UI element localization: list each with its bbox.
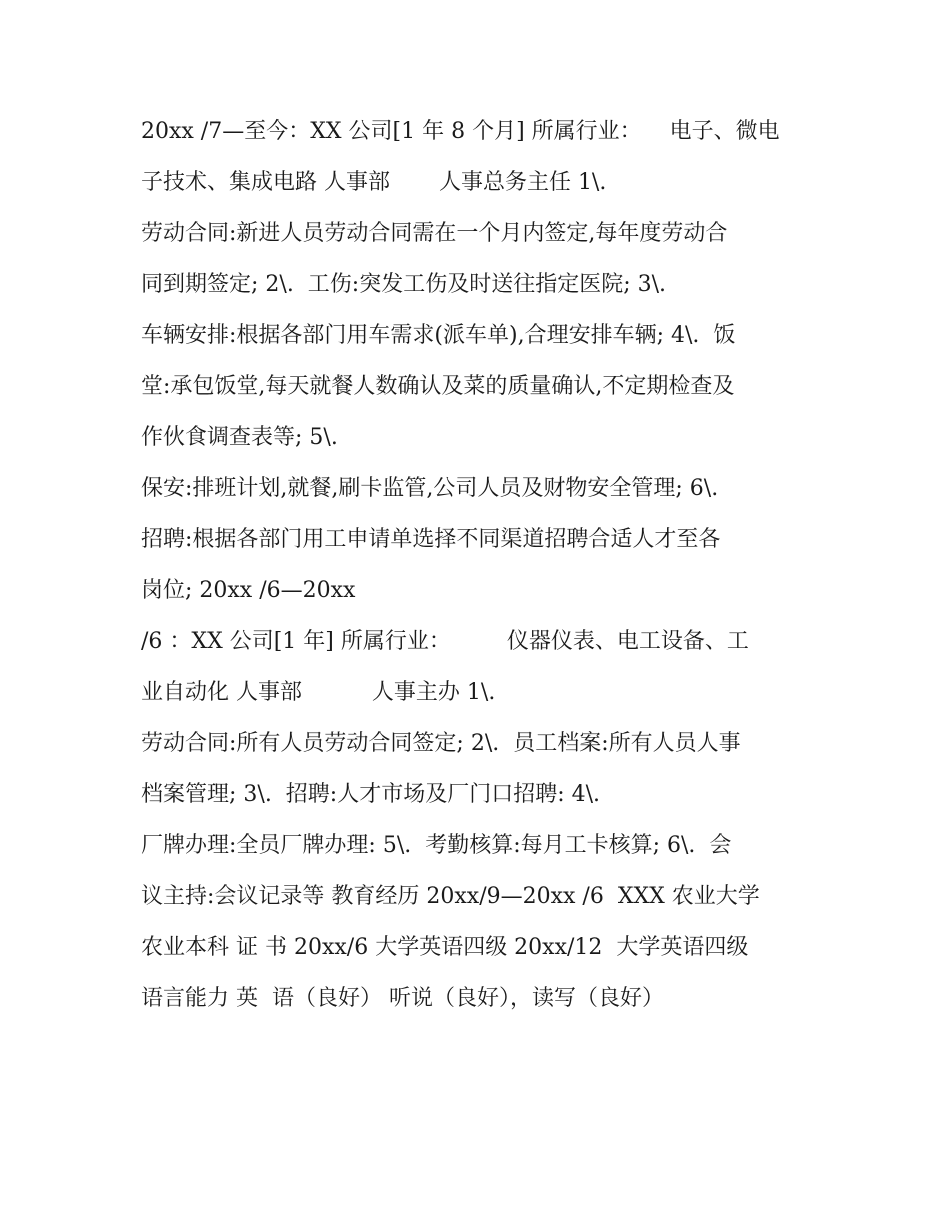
text-line-13: 劳动合同:所有人员劳动合同签定; 2\. 员工档案:所有人员人事 <box>141 731 741 756</box>
text-line-15: 厂牌办理:全员厂牌办理: 5\. 考勤核算:每月工卡核算; 6\. 会 <box>141 833 732 858</box>
text-line-1: 20xx /7—至今：XX 公司[1 年 8 个月] 所属行业： 电子、微电 <box>141 119 780 144</box>
text-line-3: 劳动合同:新进人员劳动合同需在一个月内签定,每年度劳动合 <box>141 221 728 246</box>
text-line-11: /6 ：XX 公司[1 年] 所属行业： 仪器仪表、电工设备、工 <box>141 629 749 654</box>
text-line-14: 档案管理; 3\. 招聘:人才市场及厂门口招聘: 4\. <box>141 782 601 807</box>
text-line-10: 岗位; 20xx /6—20xx <box>141 578 356 603</box>
text-line-16: 议主持:会议记录等 教育经历 20xx/9—20xx /6 XXX 农业大学 <box>141 884 760 909</box>
text-line-7: 作伙食调查表等; 5\. <box>141 425 338 450</box>
text-line-18: 语言能力 英 语（良好） 听说（良好），读写（良好） <box>141 986 664 1011</box>
text-line-4: 同到期签定; 2\. 工伤:突发工伤及时送往指定医院; 3\. <box>141 272 667 297</box>
text-line-5: 车辆安排:根据各部门用车需求(派车单),合理安排车辆; 4\. 饭 <box>141 323 736 348</box>
text-line-12: 业自动化 人事部 人事主办 1\. <box>141 680 496 705</box>
text-line-17: 农业本科 证 书 20xx/6 大学英语四级 20xx/12 大学英语四级 <box>141 935 749 960</box>
text-line-2: 子技术、集成电路 人事部 人事总务主任 1\. <box>141 170 607 195</box>
text-line-8: 保安:排班计划,就餐,刷卡监管,公司人员及财物安全管理; 6\. <box>141 476 719 501</box>
text-line-9: 招聘:根据各部门用工申请单选择不同渠道招聘合适人才至各 <box>141 527 721 552</box>
text-line-6: 堂:承包饭堂,每天就餐人数确认及菜的质量确认,不定期检查及 <box>141 374 735 399</box>
document-body <box>141 106 821 1024</box>
